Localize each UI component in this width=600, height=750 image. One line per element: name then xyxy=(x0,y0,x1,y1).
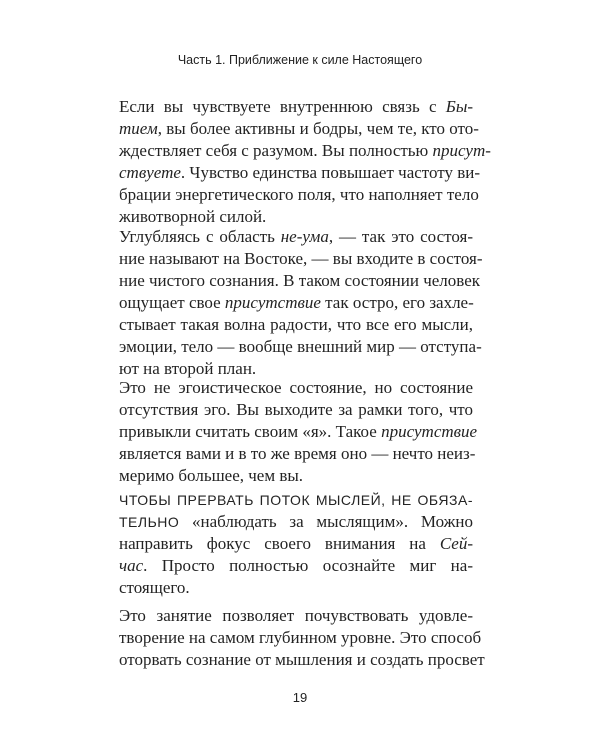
text-run: является вами и в то же время оно — нечто неиз- xyxy=(119,444,476,463)
italic-run: присутствие xyxy=(224,293,321,312)
text-run: так остро, его захле- xyxy=(320,293,474,312)
small-caps-run: ЧТОБЫ ПРЕРВАТЬ ПОТОК МЫСЛЕЙ, НЕ ОБЯЗА- xyxy=(119,492,473,508)
text-line xyxy=(119,206,473,228)
text-line xyxy=(119,465,473,487)
text-line xyxy=(119,184,479,206)
italic-run: Бы- xyxy=(445,97,473,116)
text-line xyxy=(119,140,491,162)
italic-run: ствуете xyxy=(119,163,181,182)
italic-run: час xyxy=(119,556,144,575)
text-run: стоящего. xyxy=(119,578,190,597)
text-run: ют на второй план. xyxy=(119,359,257,378)
running-header: Часть 1. Приближение к силе Настоящего xyxy=(177,53,423,67)
italic-run: присут- xyxy=(432,141,491,160)
italic-run: не-ума xyxy=(280,227,329,246)
text-line xyxy=(119,421,478,443)
text-line xyxy=(119,248,483,270)
text-run: . Чувство единства повышает частоту ви- xyxy=(180,163,481,182)
text-run: Это занятие позволяет почувствовать удовле- xyxy=(119,606,473,625)
text-run: животворной силой. xyxy=(119,207,267,226)
text-line xyxy=(119,336,482,358)
text-line xyxy=(119,605,473,627)
text-run: ние называют на Востоке, — вы входите в состоя- xyxy=(119,249,483,268)
text-line xyxy=(119,162,481,184)
text-line xyxy=(119,314,473,336)
text-line xyxy=(119,577,473,599)
text-run: , — так это состоя- xyxy=(328,227,473,246)
paragraph-2 xyxy=(119,226,483,380)
italic-run: Сей- xyxy=(439,534,473,553)
text-run: привыкли считать своим «я». Такое xyxy=(119,422,382,441)
paragraph-5 xyxy=(119,605,485,671)
text-line xyxy=(119,399,473,421)
text-run: отсутствия эго. Вы выходите за рамки того, что xyxy=(119,400,473,419)
text-run: , вы более активны и бодры, чем те, кто ото- xyxy=(157,119,479,138)
text-line xyxy=(119,489,473,511)
text-line xyxy=(119,292,473,314)
text-line xyxy=(119,555,473,577)
text-run: стывает такая волна радости, что все его мысли, xyxy=(119,315,473,334)
small-caps-run: ТЕЛЬНО xyxy=(119,514,180,530)
text-run: направить фокус своего внимания на xyxy=(119,534,440,553)
text-run: творение на самом глубинном уровне. Это способ xyxy=(119,628,482,647)
text-run: Углубляясь с область xyxy=(119,227,281,246)
text-run: Если вы чувствуете внутреннюю связь с xyxy=(119,97,446,116)
text-line xyxy=(119,533,473,555)
text-line xyxy=(119,377,473,399)
text-line xyxy=(119,511,473,533)
text-line xyxy=(119,96,473,118)
paragraph-3 xyxy=(119,377,478,487)
text-line xyxy=(119,627,482,649)
italic-run: тием xyxy=(119,119,158,138)
text-line xyxy=(119,226,473,248)
text-run: ние чистого сознания. В таком состоянии человек xyxy=(119,271,481,290)
page-number: 19 xyxy=(292,690,308,705)
text-run: . Просто полностью осознайте миг на- xyxy=(143,556,473,575)
text-run: «наблюдать за мыслящим». Можно xyxy=(179,512,473,531)
text-run: эмоции, тело — вообще внешний мир — отступа- xyxy=(119,337,482,356)
text-line xyxy=(119,118,479,140)
italic-run: присутствие xyxy=(381,422,478,441)
text-line xyxy=(119,270,481,292)
text-run: ощущает свое xyxy=(119,293,225,312)
text-run: меримо большее, чем вы. xyxy=(119,466,304,485)
paragraph-1 xyxy=(119,96,491,228)
text-line xyxy=(119,443,476,465)
text-line xyxy=(119,649,485,671)
text-run: Это не эгоистическое состояние, но состояние xyxy=(119,378,473,397)
paragraph-4 xyxy=(119,489,473,599)
text-run: ждествляет себя с разумом. Вы полностью xyxy=(119,141,433,160)
text-run: оторвать сознание от мышления и создать просвет xyxy=(119,650,485,669)
text-run: брации энергетического поля, что наполняет тело xyxy=(119,185,479,204)
